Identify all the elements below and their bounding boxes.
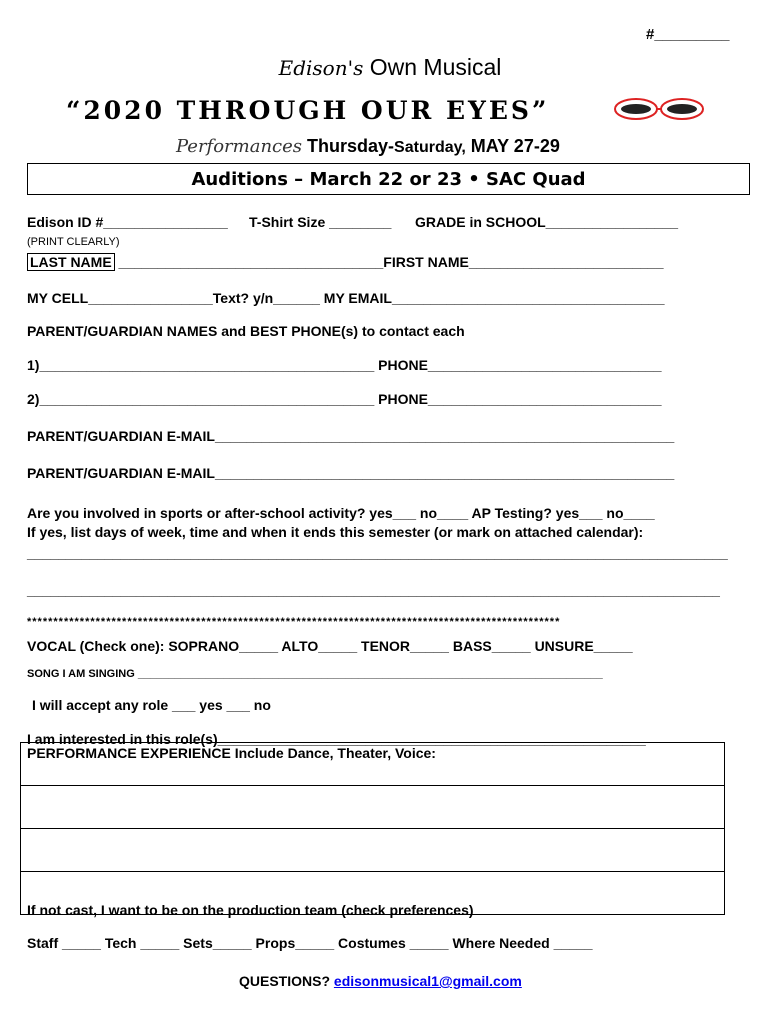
form-number: #_________ [646, 26, 730, 43]
last-name-label: LAST NAME [27, 253, 115, 271]
perf-sat: Saturday, [394, 139, 466, 156]
performance-dates [176, 136, 560, 157]
sports-blank-line-2[interactable]: _________________________________________________________________________________________ [27, 582, 720, 598]
show-title: “2020 THROUGH OUR EYES” [66, 96, 550, 125]
first-name-field[interactable]: FIRST NAME_________________________ [383, 254, 664, 270]
tshirt-size-field[interactable]: T-Shirt Size ________ [249, 214, 392, 230]
experience-row[interactable] [21, 829, 725, 872]
org-title [0, 54, 770, 81]
vocal-row[interactable]: VOCAL (Check one): SOPRANO_____ ALTO_____ TENOR_____ BASS_____ UNSURE_____ [27, 638, 633, 654]
accept-role-field[interactable]: I will accept any role ___ yes ___ no [32, 697, 271, 713]
parent-email-2-field[interactable]: PARENT/GUARDIAN E-MAIL___________________________________________________________ [27, 465, 675, 481]
perf-days: Thursday- [302, 136, 395, 156]
song-field[interactable]: SONG I AM SINGING ____________________________________________________________________________ [27, 668, 603, 680]
parent-1-field[interactable]: 1)___________________________________________ PHONE______________________________ [27, 357, 662, 373]
last-name-field[interactable]: __________________________________ [114, 254, 384, 270]
interested-role-field[interactable]: I am interested in this role(s)_______________________________________________________ [27, 731, 646, 747]
edison-id-field[interactable]: Edison ID #________________ [27, 214, 228, 230]
experience-row[interactable] [21, 786, 725, 829]
production-team-options[interactable]: Staff _____ Tech _____ Sets_____ Props_____ Costumes _____ Where Needed _____ [27, 935, 593, 951]
sports-days-question: If yes, list days of week, time and when it ends this semester (or mark on attached calendar): [27, 524, 644, 540]
cell-email-row[interactable]: MY CELL________________Text? y/n______ MY EMAIL___________________________________ [27, 290, 665, 306]
experience-row[interactable]: PERFORMANCE EXPERIENCE Include Dance, Theater, Voice: [21, 743, 725, 786]
perf-dates: MAY 27-29 [465, 136, 560, 156]
sports-blank-line-1[interactable]: __________________________________________________________________________________________ [27, 545, 728, 561]
production-team-heading: If not cast, I want to be on the production team (check preferences) [27, 902, 474, 918]
name-row [27, 254, 664, 270]
print-clearly-note: (PRINT CLEARLY) [27, 236, 120, 248]
grade-field[interactable]: GRADE in SCHOOL_________________ [415, 214, 679, 230]
sports-question[interactable]: Are you involved in sports or after-school activity? yes___ no____ AP Testing? yes___ no____ [27, 505, 655, 521]
org-title-script: Edison's [278, 56, 364, 80]
questions-email-link[interactable]: edisonmusical1@gmail.com [333, 973, 522, 989]
star-divider: ***************************************************************************************************** [27, 616, 561, 628]
parent-2-field[interactable]: 2)___________________________________________ PHONE______________________________ [27, 391, 662, 407]
performance-experience-table [20, 742, 725, 915]
questions-label: QUESTIONS? [239, 973, 334, 989]
auditions-banner: Auditions – March 22 or 23 • SAC Quad [27, 163, 750, 195]
parent-email-1-field[interactable]: PARENT/GUARDIAN E-MAIL___________________________________________________________ [27, 428, 675, 444]
perf-script: Performances [176, 136, 303, 157]
questions-line [239, 973, 522, 989]
parent-names-heading: PARENT/GUARDIAN NAMES and BEST PHONE(s) to contact each [27, 323, 465, 339]
org-title-rest: Own Musical [363, 54, 502, 80]
theater-masks-icon [612, 96, 708, 122]
